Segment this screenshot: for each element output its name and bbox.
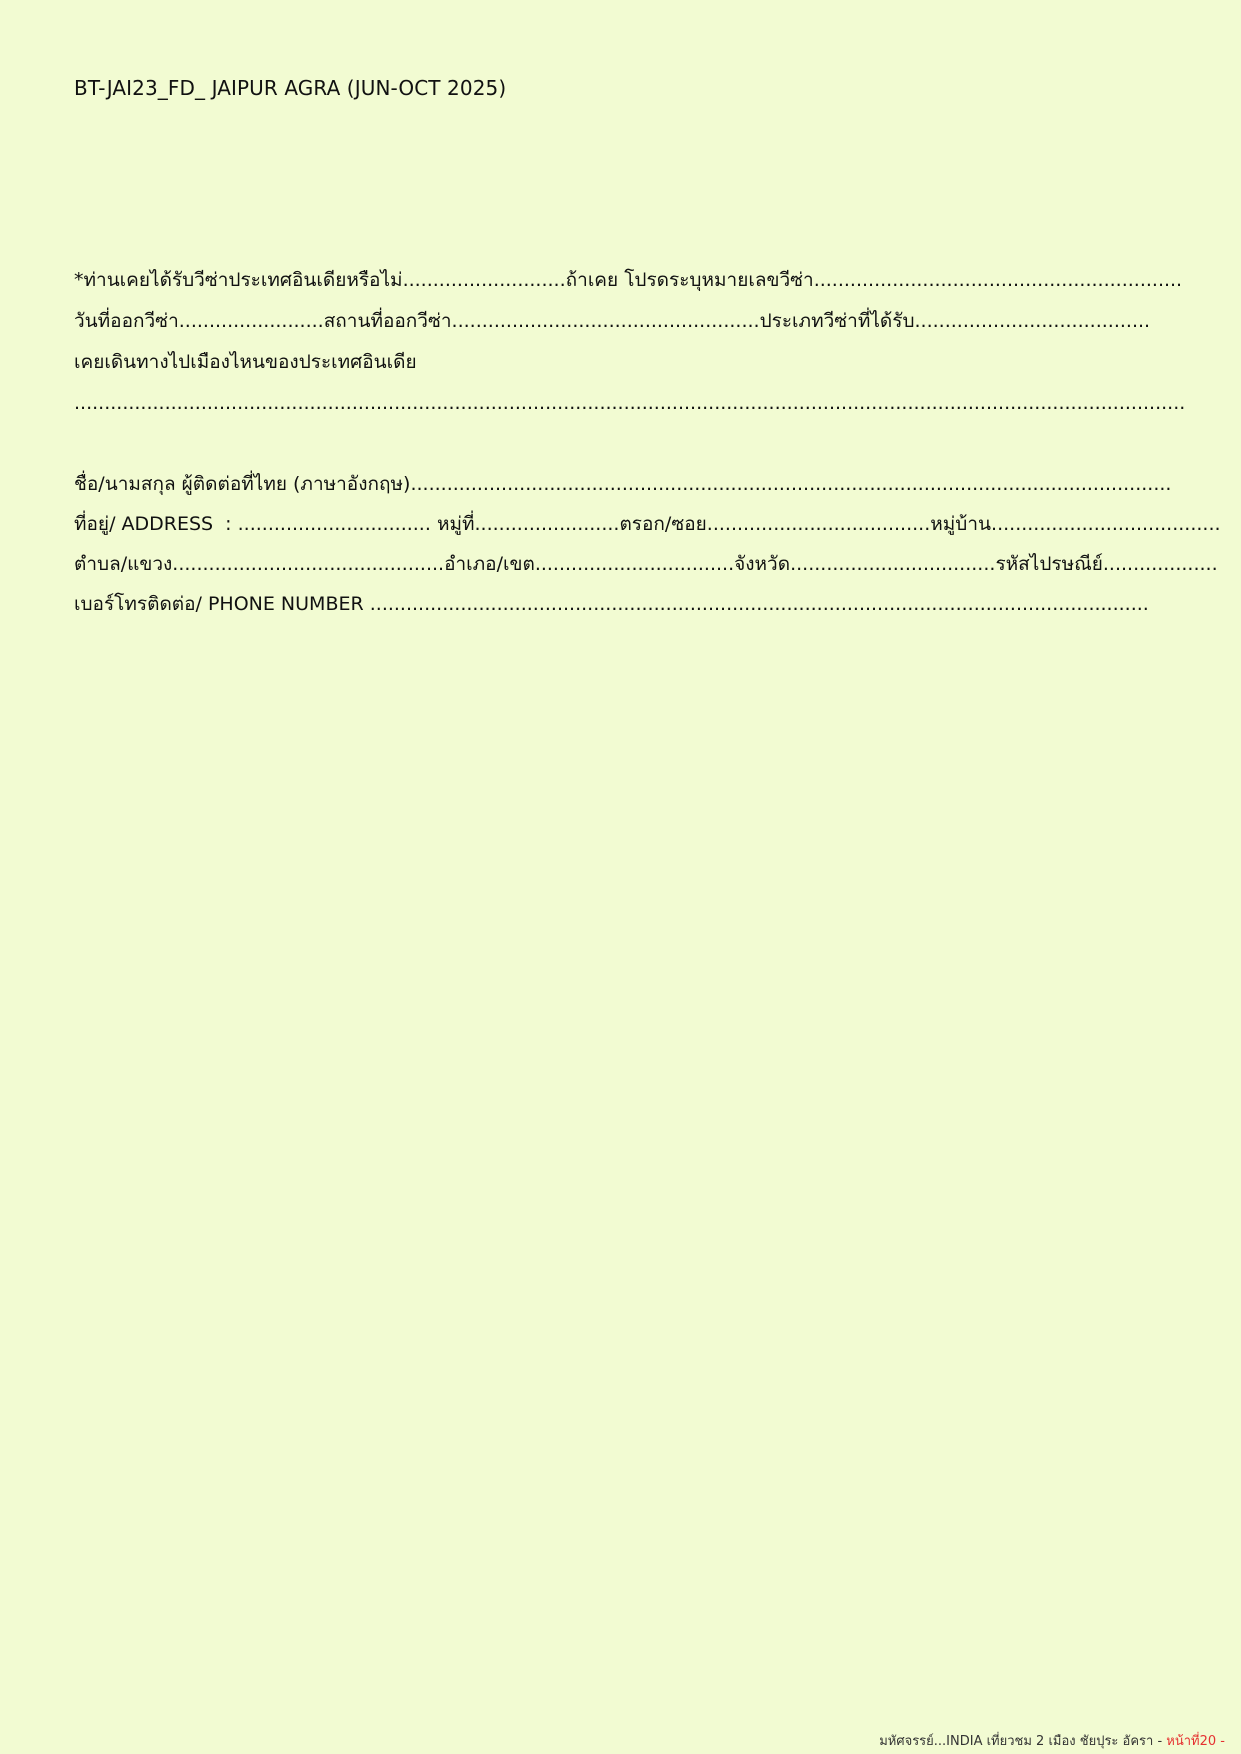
visa-type-field[interactable]: .......................................	[914, 310, 1151, 332]
phone-label: เบอร์โทรติดต่อ/ PHONE NUMBER	[74, 593, 370, 615]
district-field[interactable]: .................................	[534, 553, 735, 575]
contact-name-label: ชื่อ/นามสกุล ผู้ติดต่อที่ไทย (ภาษาอังกฤษ)	[74, 473, 411, 495]
subdistrict-label: ตำบล/แขวง	[74, 553, 173, 575]
footer-title: มหัศจรรย์...INDIA เที่ยวชม 2 เมือง ชัยปุระ อัครา -	[879, 1734, 1167, 1749]
visa-issue-line	[74, 308, 1151, 334]
cities-visited-field[interactable]: ........................................................................................................................................................................................	[74, 392, 1186, 414]
address-field[interactable]: ................................	[237, 513, 437, 535]
phone-field[interactable]: .................................................................................................................................	[369, 593, 1149, 615]
moo-field[interactable]: ........................	[474, 513, 620, 535]
phone-line	[74, 591, 1149, 617]
address-label: ที่อยู่/ ADDRESS :	[74, 513, 238, 535]
visa-answer-field[interactable]: ...........................	[402, 269, 566, 291]
soi-label: ตรอก/ซอย	[619, 513, 707, 535]
village-label: หมู่บ้าน	[930, 513, 992, 535]
postcode-field[interactable]: ...................	[1102, 553, 1218, 575]
district-line	[74, 551, 1218, 577]
document-code: BT-JAI23_FD_ JAIPUR AGRA (JUN-OCT 2025)	[74, 76, 507, 100]
address-line	[74, 511, 1221, 537]
visa-number-field[interactable]: .............................................................	[813, 269, 1183, 291]
district-label: อำเภอ/เขต	[444, 553, 535, 575]
province-label: จังหวัด	[734, 553, 791, 575]
moo-label: หมู่ที่	[436, 513, 475, 535]
issue-place-field[interactable]: ...................................................	[451, 310, 760, 332]
subdistrict-field[interactable]: .............................................	[172, 553, 445, 575]
visa-question-line	[74, 267, 1183, 293]
village-field[interactable]: ......................................	[991, 513, 1221, 535]
cities-visited-label: เคยเดินทางไปเมืองไหนของประเทศอินเดีย	[74, 351, 417, 373]
visa-type-label: ประเภทวีซ่าที่ได้รับ	[759, 310, 915, 332]
page-footer	[879, 1730, 1225, 1751]
contact-name-field[interactable]: ..............................................................................................................................	[410, 473, 1172, 495]
issue-place-label: สถานที่ออกวีซ่า	[323, 310, 452, 332]
cities-visited-line	[74, 349, 1101, 375]
page-number: หน้าที่20 -	[1166, 1734, 1225, 1749]
cities-visited-answer-line	[74, 390, 1186, 416]
soi-field[interactable]: .....................................	[706, 513, 931, 535]
contact-name-line	[74, 471, 1172, 497]
province-field[interactable]: ..................................	[790, 553, 996, 575]
visa-number-label: ถ้าเคย โปรดระบุหมายเลขวีซ่า	[565, 269, 814, 291]
visa-question-label: *ท่านเคยได้รับวีซ่าประเทศอินเดียหรือไม่	[74, 269, 403, 291]
postcode-label: รหัสไปรษณีย์	[995, 553, 1103, 575]
issue-date-label: วันที่ออกวีซ่า	[74, 310, 179, 332]
issue-date-field[interactable]: ........................	[178, 310, 324, 332]
